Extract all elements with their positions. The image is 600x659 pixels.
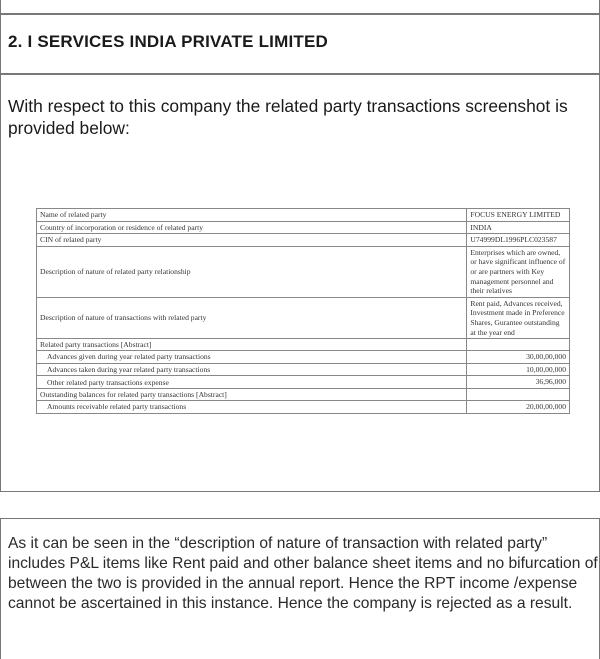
row-label: Outstanding balances for related party transactions [Abstract] bbox=[37, 388, 467, 400]
table-row bbox=[37, 209, 570, 222]
top-border bbox=[0, 0, 600, 14]
row-value: U74999DL1996PLC023587 bbox=[467, 234, 570, 247]
row-value: INDIA bbox=[467, 221, 570, 234]
table-row bbox=[37, 363, 570, 376]
table-row bbox=[37, 400, 570, 413]
table-row bbox=[37, 339, 570, 351]
company-heading: 2. I SERVICES INDIA PRIVATE LIMITED bbox=[8, 32, 328, 51]
table-row bbox=[37, 246, 570, 297]
table-row bbox=[37, 234, 570, 247]
row-label: Amounts receivable related party transactions bbox=[37, 400, 467, 413]
intro-text: With respect to this company the related party transactions screenshot is provided below: bbox=[8, 96, 568, 138]
conclusion-text: As it can be seen in the “description of nature of transaction with related party” includes P&L items like Rent paid and other balance sheet items and no bifurcation of between the two is provided in the annual report. Hence the RPT income /expense cannot be ascertained in this instance. Hence the company is rejected as a result. bbox=[8, 535, 598, 612]
table-row bbox=[37, 388, 570, 400]
table-row bbox=[37, 221, 570, 234]
row-value: FOCUS ENERGY LIMITED bbox=[467, 209, 570, 222]
row-label: Related party transactions [Abstract] bbox=[37, 339, 467, 351]
row-value: 20,00,00,000 bbox=[467, 400, 570, 413]
row-label: Description of nature of related party relationship bbox=[37, 246, 467, 297]
row-label: CIN of related party bbox=[37, 234, 467, 247]
row-value: Rent paid, Advances received, Investment made in Preference Shares, Gurantee outstanding at the year end bbox=[467, 297, 570, 338]
row-value: Enterprises which are owned, or have significant influence of or are partners with Key management personnel and their relatives bbox=[467, 246, 570, 297]
row-label: Country of incorporation or residence of related party bbox=[37, 221, 467, 234]
rpt-table bbox=[36, 208, 570, 414]
table-row bbox=[37, 297, 570, 338]
row-label: Description of nature of transactions with related party bbox=[37, 297, 467, 338]
row-value bbox=[467, 339, 570, 351]
table-row bbox=[37, 376, 570, 389]
row-label: Name of related party bbox=[37, 209, 467, 222]
row-value: 30,00,00,000 bbox=[467, 351, 570, 364]
row-value: 10,00,00,000 bbox=[467, 363, 570, 376]
row-label: Advances given during year related party transactions bbox=[37, 351, 467, 364]
row-value: 36,96,000 bbox=[467, 376, 570, 389]
row-value bbox=[467, 388, 570, 400]
row-label: Other related party transactions expense bbox=[37, 376, 467, 389]
table-row bbox=[37, 351, 570, 364]
row-label: Advances taken during year related party transactions bbox=[37, 363, 467, 376]
